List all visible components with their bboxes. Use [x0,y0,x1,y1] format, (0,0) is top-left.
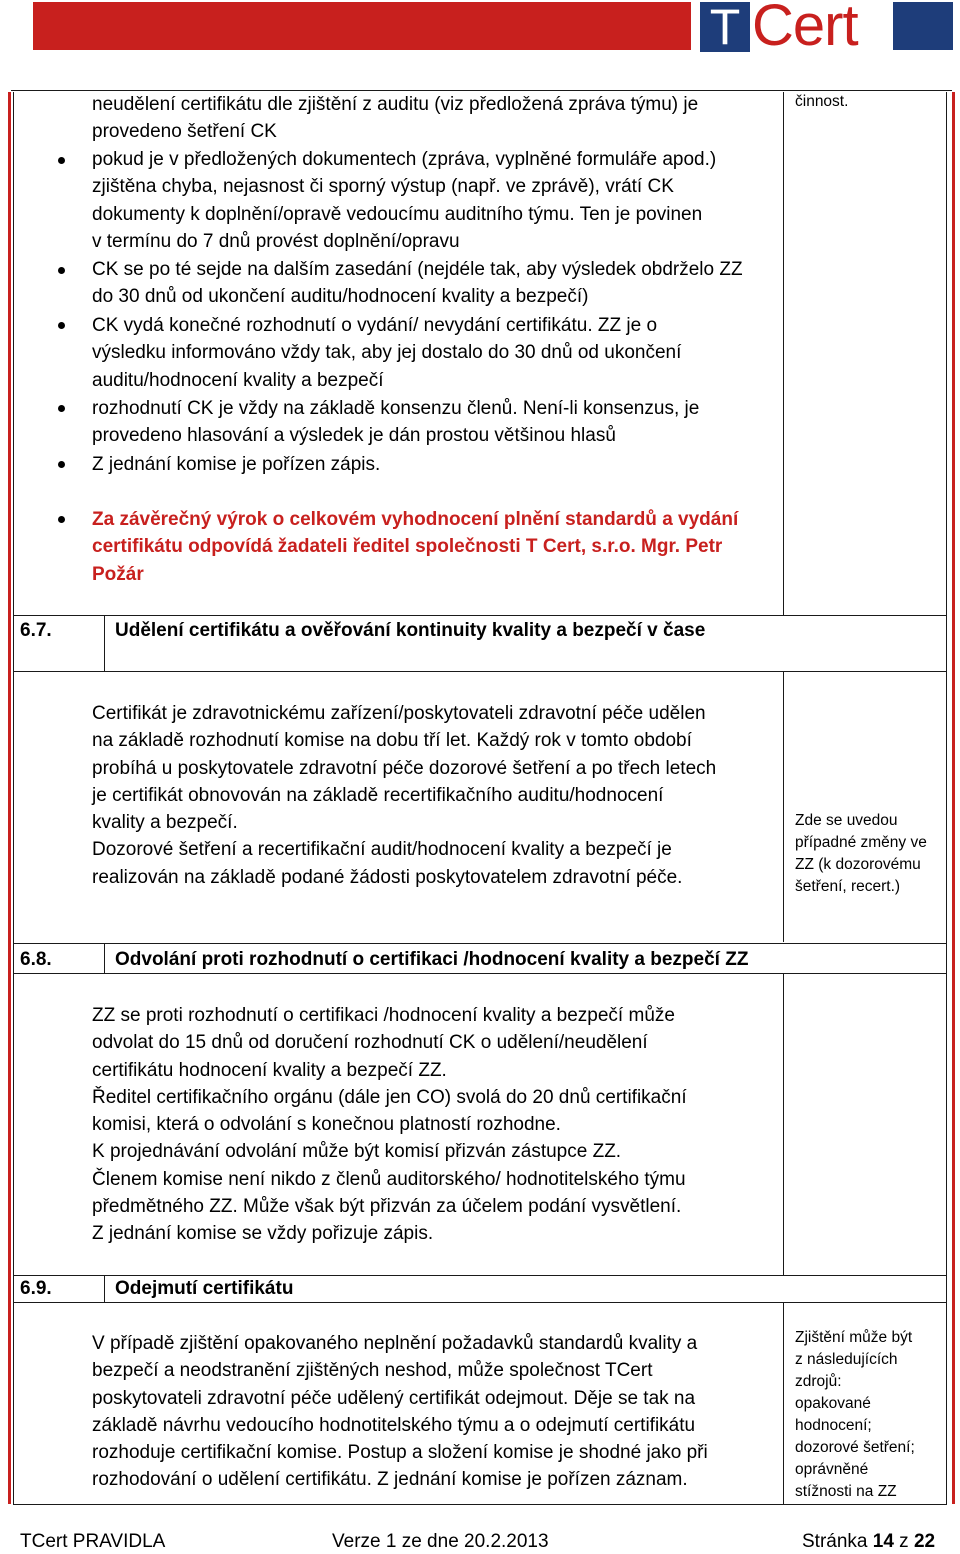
section-number-6-8: 6.8. [20,949,52,970]
list-item: CK se po té sejde na dalším zasedání (nejdéle tak, aby výsledek obdrželo ZZ do 30 dnů od ukončení auditu/hodnocení kvality a bezpečí) [92,259,743,308]
side-note-1: činnost. [795,93,849,110]
bullet-icon [58,322,65,329]
page-mid: z [893,1531,914,1552]
header-blue-block [893,2,953,50]
note-col-line-2 [783,672,784,942]
header-red-bar [33,2,691,50]
num-col-67 [104,615,105,672]
num-col-68 [104,943,105,973]
responsibility-statement: Za závěrečný výrok o celkovém vyhodnocení plnění standardů a vydání certifikátu odpovídá žadateli ředitel společnosti T Cert, s.r.o. Mgr. Petr Požár [92,509,739,585]
bullet-icon [58,461,65,468]
page-prefix: Stránka [802,1531,873,1552]
page-total: 22 [913,1531,936,1552]
num-col-69 [104,1275,105,1303]
table-left-line [13,92,14,1504]
page-current: 14 [872,1531,894,1552]
table-bottom-line [13,1504,947,1505]
section-body-6-8: ZZ se proti rozhodnutí o certifikaci /hodnocení kvality a bezpečí může odvolat do 15 dnů od doručení rozhodnutí CK o udělení/neudělení certifikátu hodnocení kvality a bezpečí ZZ. Ředitel certifikačního orgánu (dále jen CO) svolá do 20 dnů certifikační komisi, která o odvolání s konečnou platností rozhodne. K projednávání odvolání může být komisí přizván zástupce ZZ. Členem komise není nikdo z členů auditorského/ hodnotitelského týmu předmětného ZZ. Může však být přizván za účelem podání vysvětlení. Z jednání komise se vždy pořizuje zápis. [92,1005,687,1245]
note-col-line-3 [783,974,784,1276]
section-body-6-9: V případě zjištění opakovaného neplnění požadavků standardů kvality a bezpečí a neodstranění zjištěných neshod, může společnost TCert poskytovateli zdravotní péče udělený certifikát odejmout. Děje se tak na základě návrhu vedoucího hodnotitelského týmu a o odejmutí certifikátu rozhoduje certifikační komise. Postup a složení komise je shodné jako při rozhodování o udělení certifikátu. Z jednání komise je pořízen záznam. [92,1333,708,1491]
tcert-logo [700,0,870,58]
row-line-68-top [13,943,947,944]
page-border-left [8,92,11,1504]
section-body-6-7: Certifikát je zdravotnickému zařízení/poskytovateli zdravotní péče udělen na základě rozhodnutí komise na dobu tří let. Každý rok v tomto období probíhá u poskytovatele zdravotní péče dozorové šetření a po třech letech je certifikát obnovován na základě recertifikačního auditu/hodnocení kvality a bezpečí. Dozorové šetření a recertifikační audit/hodnocení kvality a bezpečí je realizován na základě podané žádosti poskytovatelem zdravotní péče. [92,703,717,888]
footer-doc-name: TCert PRAVIDLA [20,1531,166,1552]
list-item: rozhodnutí CK je vždy na základě konsenzu členů. Není-li konsenzus, je provedeno hlasování a výsledek je dán prostou většinou hlasů [92,398,700,447]
section-title-6-7: Udělení certifikátu a ověřování kontinuity kvality a bezpečí v čase [115,620,706,641]
section-title-6-8: Odvolání proti rozhodnutí o certifikaci /hodnocení kvality a bezpečí ZZ [115,949,749,970]
section-title-6-9: Odejmutí certifikátu [115,1278,294,1299]
bullet-icon [58,157,65,164]
footer-version: Verze 1 ze dne 20.2.2013 [332,1531,549,1552]
bullet-icon [58,267,65,274]
side-note-6-9: Zjištění může být z následujících zdrojů: opakované hodnocení; dozorové šetření; oprávněné stížnosti na ZZ [795,1329,915,1500]
list-item: pokud je v předložených dokumentech (zpráva, vyplněné formuláře apod.) zjištěna chyba, nejasnost či sporný výstup (např. ve zprávě), vrátí CK dokumenty k doplnění/opravě vedoucímu auditního týmu. Ten je povinen v termínu do 7 dnů provést doplnění/opravu [92,149,717,252]
bullet-icon [58,405,65,412]
list-item: CK vydá konečné rozhodnutí o vydání/ nevydání certifikátu. ZZ je o výsledku informováno vždy tak, aby jej dostalo do 30 dnů od ukončení auditu/hodnocení kvality a bezpečí [92,315,682,391]
row-line-67-top [13,615,947,616]
section-number-6-9: 6.9. [20,1278,52,1299]
note-col-line-4 [783,1303,784,1504]
row-line-67-bottom [13,671,947,672]
block1-lead: neudělení certifikátu dle zjištění z auditu (viz předložená zpráva týmu) je provedeno šetření CK [92,94,699,143]
note-col-line-1 [783,92,784,615]
list-item: Z jednání komise je pořízen zápis. [92,454,381,475]
section-number-6-7: 6.7. [20,620,52,641]
logo-t-block: T [700,2,750,52]
bullet-icon [58,516,65,523]
footer-page-number [802,1530,935,1554]
page-border-right [952,92,955,1504]
side-note-6-7: Zde se uvedou případné změny ve ZZ (k dozorovému šetření, recert.) [795,812,927,895]
logo-cert-text: Cert [752,0,858,58]
table-right-line [946,92,947,1504]
